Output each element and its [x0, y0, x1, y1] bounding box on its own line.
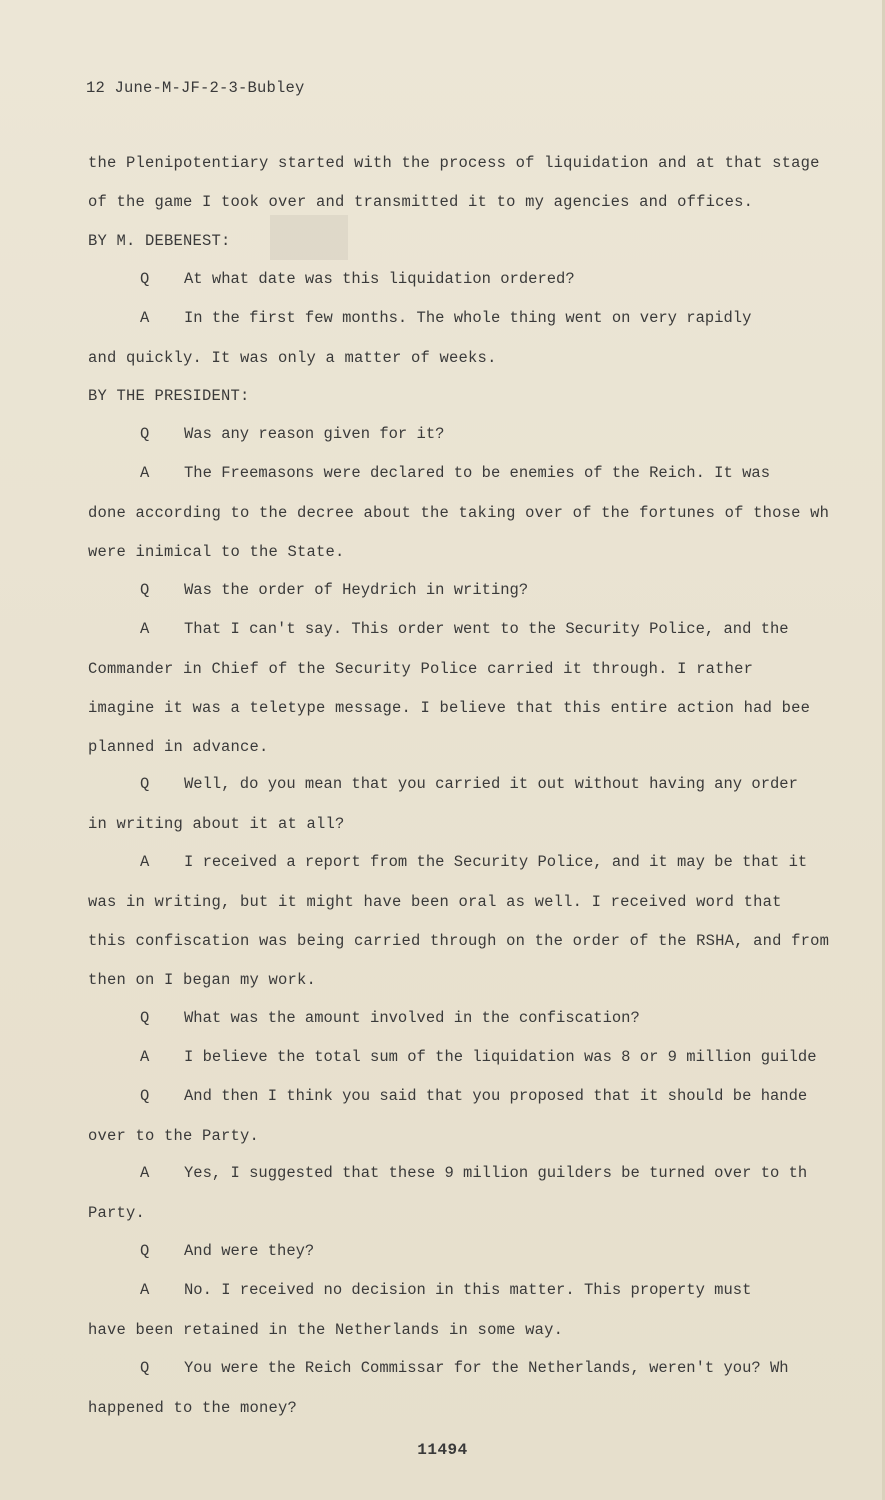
answer-text: In the first few months. The whole thing went on very rapidly: [184, 309, 752, 327]
transcript-line: then on I began my work.: [88, 971, 317, 989]
answer-text: That I can't say. This order went to the Security Police, and the: [184, 620, 789, 638]
question-text: What was the amount involved in the confiscation?: [184, 1009, 640, 1027]
question-marker: Q: [140, 581, 150, 599]
transcript-line: Party.: [88, 1204, 146, 1222]
answer-text: The Freemasons were declared to be enemies of the Reich. It was: [184, 464, 770, 482]
answer-text: No. I received no decision in this matter. This property must: [184, 1281, 752, 1299]
question-marker: Q: [140, 1087, 150, 1105]
transcript-line: Commander in Chief of the Security Police carried it through. I rather: [88, 660, 754, 678]
transcript-line: have been retained in the Netherlands in some way.: [88, 1321, 564, 1339]
question-text: And were they?: [184, 1242, 315, 1260]
answer-marker: A: [140, 853, 150, 871]
transcript-line: of the game I took over and transmitted it to my agencies and offices.: [88, 193, 754, 211]
transcript-line: done according to the decree about the taking over of the fortunes of those wh: [88, 504, 830, 522]
question-marker: Q: [140, 775, 150, 793]
transcript-line: this confiscation was being carried through on the order of the RSHA, and from: [88, 932, 830, 950]
question-text: You were the Reich Commissar for the Netherlands, weren't you? Wh: [184, 1359, 789, 1377]
transcript-line: planned in advance.: [88, 738, 269, 756]
answer-marker: A: [140, 464, 150, 482]
question-marker: Q: [140, 1009, 150, 1027]
question-marker: Q: [140, 1359, 150, 1377]
transcript-line: and quickly. It was only a matter of weeks.: [88, 349, 497, 367]
answer-text: Yes, I suggested that these 9 million guilders be turned over to th: [184, 1164, 808, 1182]
question-text: Was any reason given for it?: [184, 425, 445, 443]
transcript-line: in writing about it at all?: [88, 815, 345, 833]
transcript-line: imagine it was a teletype message. I believe that this entire action had bee: [88, 699, 811, 717]
answer-marker: A: [140, 1048, 150, 1066]
answer-marker: A: [140, 1281, 150, 1299]
question-marker: Q: [140, 270, 150, 288]
transcript-line: over to the Party.: [88, 1127, 260, 1145]
question-text: Well, do you mean that you carried it out without having any order: [184, 775, 798, 793]
question-marker: Q: [140, 425, 150, 443]
question-text: And then I think you said that you proposed that it should be hande: [184, 1087, 808, 1105]
transcript-line: happened to the money?: [88, 1399, 298, 1417]
transcript-line: BY THE PRESIDENT:: [88, 387, 250, 405]
transcript-line: were inimical to the State.: [88, 543, 345, 561]
answer-text: I received a report from the Security Police, and it may be that it: [184, 853, 808, 871]
answer-marker: A: [140, 309, 150, 327]
question-marker: Q: [140, 1242, 150, 1260]
transcript-line: was in writing, but it might have been oral as well. I received word that: [88, 893, 782, 911]
answer-text: I believe the total sum of the liquidation was 8 or 9 million guilde: [184, 1048, 817, 1066]
transcript-line: the Plenipotentiary started with the process of liquidation and at that stage: [88, 154, 820, 172]
question-text: At what date was this liquidation ordered?: [184, 270, 575, 288]
page-number: 11494: [417, 1441, 468, 1459]
transcript-line: BY M. DEBENEST:: [88, 232, 231, 250]
answer-marker: A: [140, 620, 150, 638]
answer-marker: A: [140, 1164, 150, 1182]
page-header: 12 June-M-JF-2-3-Bubley: [86, 79, 305, 97]
question-text: Was the order of Heydrich in writing?: [184, 581, 529, 599]
